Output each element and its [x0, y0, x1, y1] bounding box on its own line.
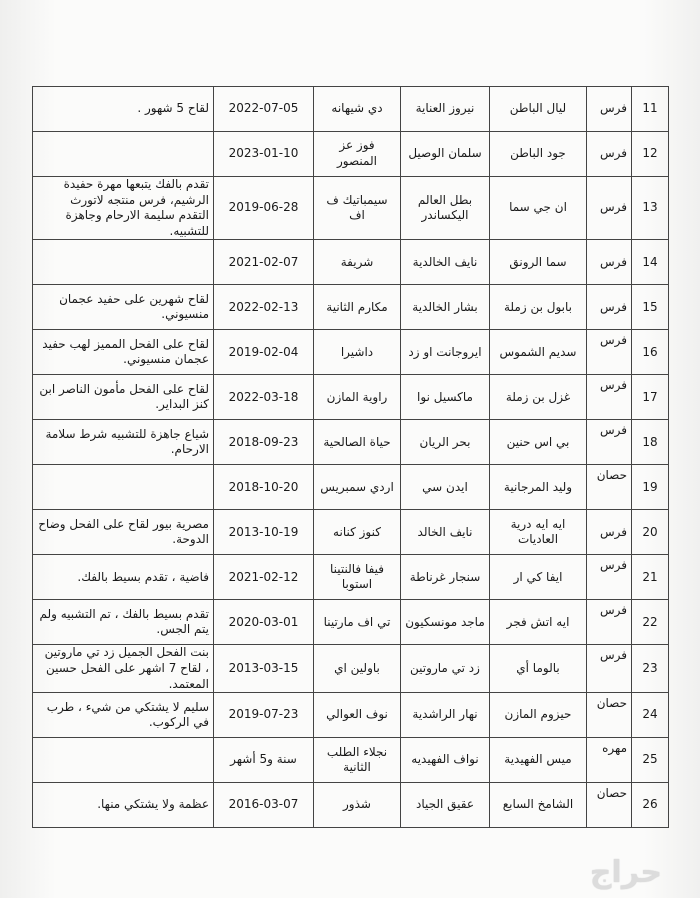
birth-date: 2022-03-18 — [214, 375, 314, 420]
horse-note: لقاح شهرين على حفيد عجمان منسيوني. — [33, 285, 214, 330]
table-row — [33, 465, 669, 510]
row-number: 19 — [632, 465, 669, 510]
row-number: 26 — [632, 783, 669, 828]
horse-dam: فوز عز المنصور — [314, 132, 401, 177]
horse-dam: اردي سمبريس — [314, 465, 401, 510]
horse-type: حصان — [587, 783, 632, 828]
row-number: 18 — [632, 420, 669, 465]
horse-sire: نيروز العناية — [401, 87, 490, 132]
birth-date: 2022-07-05 — [214, 87, 314, 132]
horses-table — [32, 86, 669, 828]
horse-sire: بشار الخالدية — [401, 285, 490, 330]
horse-sire: نهار الراشدية — [401, 693, 490, 738]
table-row — [33, 783, 669, 828]
horse-type: فرس — [587, 420, 632, 465]
horse-type: فرس — [587, 240, 632, 285]
horse-note: فاضية ، تقدم بسيط بالفك. — [33, 555, 214, 600]
horse-note: لقاح 5 شهور . — [33, 87, 214, 132]
row-number: 15 — [632, 285, 669, 330]
horse-name: بي اس حنين — [490, 420, 587, 465]
row-number: 14 — [632, 240, 669, 285]
row-number: 16 — [632, 330, 669, 375]
horse-note: مصرية بيور لقاح على الفحل وضاح الدوحة. — [33, 510, 214, 555]
row-number: 22 — [632, 600, 669, 645]
horse-type: فرس — [587, 132, 632, 177]
horse-sire: ماكسيل نوا — [401, 375, 490, 420]
horse-name: بالوما أي — [490, 645, 587, 693]
table-row — [33, 132, 669, 177]
horse-type: فرس — [587, 87, 632, 132]
birth-date: 2018-09-23 — [214, 420, 314, 465]
horse-note — [33, 132, 214, 177]
horse-name: سما الرونق — [490, 240, 587, 285]
horse-dam: نجلاء الطلب الثانية — [314, 738, 401, 783]
horse-sire: نايف الخالدية — [401, 240, 490, 285]
horse-sire: ماجد مونسكيون — [401, 600, 490, 645]
horse-type: حصان — [587, 693, 632, 738]
horse-dam: دي شيهانه — [314, 87, 401, 132]
row-number: 20 — [632, 510, 669, 555]
horse-note: بنت الفحل الجميل زد تي ماروتين ، لقاح 7 اشهر على الفحل حسين المعتمد. — [33, 645, 214, 693]
horse-name: غزل بن زملة — [490, 375, 587, 420]
birth-date: 2021-02-07 — [214, 240, 314, 285]
horse-sire: نواف الفهيديه — [401, 738, 490, 783]
horse-name: سديم الشموس — [490, 330, 587, 375]
birth-date: 2023-01-10 — [214, 132, 314, 177]
horse-sire: ايروجانت او زد — [401, 330, 490, 375]
row-number: 24 — [632, 693, 669, 738]
horse-type: فرس — [587, 375, 632, 420]
horse-type: فرس — [587, 510, 632, 555]
horse-name: ايه اتش فجر — [490, 600, 587, 645]
row-number: 11 — [632, 87, 669, 132]
horse-name: وليد المرجانية — [490, 465, 587, 510]
horse-type: حصان — [587, 465, 632, 510]
horse-dam: كنوز كنانه — [314, 510, 401, 555]
birth-date: 2019-07-23 — [214, 693, 314, 738]
horse-dam: شريفة — [314, 240, 401, 285]
birth-date: 2022-02-13 — [214, 285, 314, 330]
birth-date: 2019-02-04 — [214, 330, 314, 375]
table-row — [33, 240, 669, 285]
horse-type: مهره — [587, 738, 632, 783]
horse-name: ايه ايه درية العاديات — [490, 510, 587, 555]
horse-dam: باولين اي — [314, 645, 401, 693]
horse-dam: راوية المازن — [314, 375, 401, 420]
horse-sire: بحر الريان — [401, 420, 490, 465]
row-number: 23 — [632, 645, 669, 693]
horse-dam: تي اف مارتينا — [314, 600, 401, 645]
birth-date: 2016-03-07 — [214, 783, 314, 828]
horse-name: حيزوم المازن — [490, 693, 587, 738]
row-number: 12 — [632, 132, 669, 177]
table-row — [33, 87, 669, 132]
horse-type: فرس — [587, 555, 632, 600]
table-row — [33, 738, 669, 783]
horse-type: فرس — [587, 645, 632, 693]
horse-dam: حياة الصالحية — [314, 420, 401, 465]
birth-date: 2021-02-12 — [214, 555, 314, 600]
birth-date: 2020-03-01 — [214, 600, 314, 645]
haraj-watermark: حراج — [589, 855, 662, 890]
horse-name: ايفا كي ار — [490, 555, 587, 600]
horse-name: بابول بن زملة — [490, 285, 587, 330]
horse-sire: نايف الخالد — [401, 510, 490, 555]
table-row — [33, 330, 669, 375]
horse-type: فرس — [587, 285, 632, 330]
horse-name: جود الباطن — [490, 132, 587, 177]
horse-sire: سنجار غرناطة — [401, 555, 490, 600]
birth-date: 2013-10-19 — [214, 510, 314, 555]
birth-date: 2018-10-20 — [214, 465, 314, 510]
row-number: 17 — [632, 375, 669, 420]
horse-dam: فيفا فالنتينا استوبا — [314, 555, 401, 600]
table-row — [33, 285, 669, 330]
table-row — [33, 693, 669, 738]
horses-table-body — [33, 87, 669, 828]
horse-dam: نوف العوالي — [314, 693, 401, 738]
horse-note: سليم لا يشتكي من شيء ، طرب في الركوب. — [33, 693, 214, 738]
table-row — [33, 555, 669, 600]
horse-note: شياع جاهزة للتشبيه شرط سلامة الارحام. — [33, 420, 214, 465]
horse-note — [33, 240, 214, 285]
table-row — [33, 645, 669, 693]
table-row — [33, 510, 669, 555]
horse-dam: داشيرا — [314, 330, 401, 375]
birth-date: سنة و5 أشهر — [214, 738, 314, 783]
table-row — [33, 600, 669, 645]
horse-type: فرس — [587, 330, 632, 375]
horse-sire: سلمان الوصيل — [401, 132, 490, 177]
row-number: 13 — [632, 177, 669, 240]
horse-type: فرس — [587, 600, 632, 645]
row-number: 21 — [632, 555, 669, 600]
horse-dam: سيمباتيك ف اف — [314, 177, 401, 240]
horse-type: فرس — [587, 177, 632, 240]
horse-name: الشامخ السابع — [490, 783, 587, 828]
birth-date: 2013-03-15 — [214, 645, 314, 693]
horse-note: عظمة ولا يشتكي منها. — [33, 783, 214, 828]
horse-note: تقدم بسيط بالفك ، تم التشبيه ولم يتم الجس. — [33, 600, 214, 645]
horse-note: تقدم بالفك يتبعها مهرة حفيدة الرشيم، فرس منتجه لاتورث التقدم سليمة الارحام وجاهزة للتشبيه. — [33, 177, 214, 240]
horse-sire: بطل العالم اليكساندر — [401, 177, 490, 240]
table-row — [33, 375, 669, 420]
horse-sire: زد تي ماروتين — [401, 645, 490, 693]
horse-note: لقاح على الفحل المميز لهب حفيد عجمان منسيوني. — [33, 330, 214, 375]
table-row — [33, 177, 669, 240]
horse-dam: شذور — [314, 783, 401, 828]
horse-note: لقاح على الفحل مأمون الناصر ابن كنز البداير. — [33, 375, 214, 420]
row-number: 25 — [632, 738, 669, 783]
birth-date: 2019-06-28 — [214, 177, 314, 240]
horse-sire: عقيق الجياد — [401, 783, 490, 828]
horse-sire: ايدن سي — [401, 465, 490, 510]
horse-note — [33, 465, 214, 510]
horse-name: ان جي سما — [490, 177, 587, 240]
horse-name: ميس الفهيدية — [490, 738, 587, 783]
horse-note — [33, 738, 214, 783]
horse-dam: مكارم الثانية — [314, 285, 401, 330]
horse-name: ليال الباطن — [490, 87, 587, 132]
table-row — [33, 420, 669, 465]
